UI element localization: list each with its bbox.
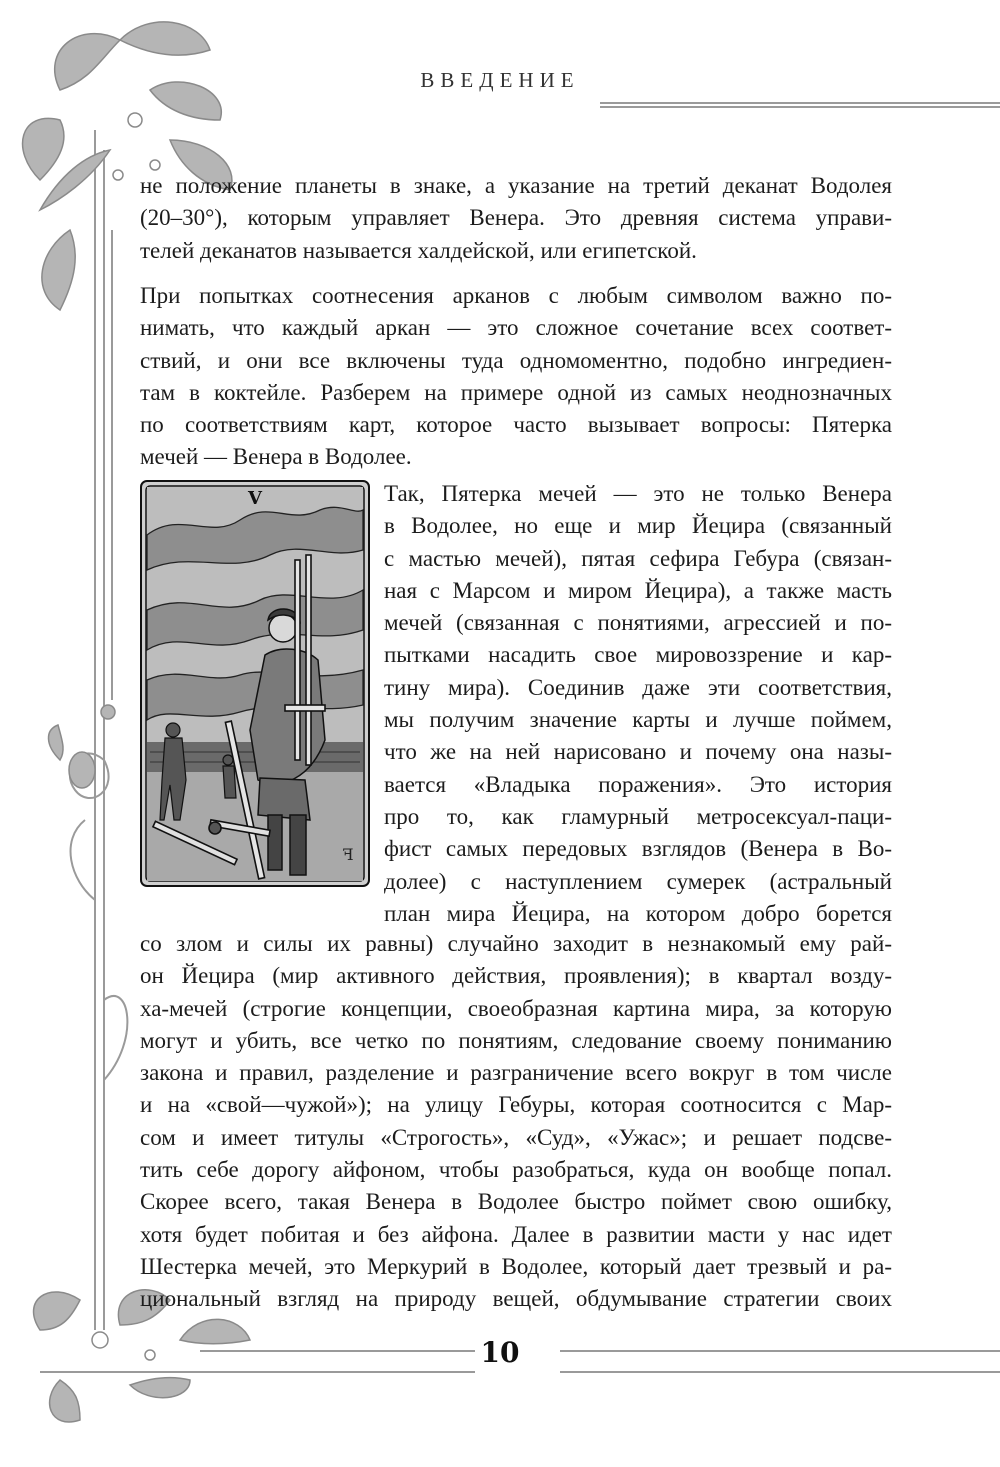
text-line: хотя будет побитая и без айфона. Далее в развитии масти у нас идет: [140, 1221, 892, 1247]
text-line: ствий, и они все включены туда одномоментно, подобно ингредиен-: [140, 347, 892, 373]
text-line: что же на ней нарисовано и почему она назы-: [384, 739, 892, 765]
text-line: телей деканатов называется халдейской, или египетской.: [140, 237, 697, 263]
text-line: Скорее всего, такая Венера в Водолее быстро поймет свою ошибку,: [140, 1189, 892, 1215]
text-line: циональный взгляд на природу вещей, обдумывание стратегии своих: [140, 1286, 892, 1312]
text-line: мы получим значение карты и лучше поймем,: [384, 707, 892, 733]
text-line: нимать, что каждый аркан — это сложное сочетание всех соответ-: [140, 315, 892, 341]
page-number: 10: [480, 1336, 520, 1369]
text-line: с мастью мечей), пятая сефира Гебура (связан-: [384, 545, 892, 571]
text-line: ная с Марсом и миром Йецира), а также масть: [384, 577, 892, 603]
paragraph-3-full-width-part: [140, 928, 892, 1316]
paragraph-3-wrapped-part: [384, 478, 892, 930]
text-line: сом и имеет титулы «Строгость», «Суд», «Ужас»; и решает подсве-: [140, 1124, 892, 1150]
running-header: ВВЕДЕНИЕ: [420, 68, 580, 92]
text-line: Так, Пятерка мечей — это не только Венера: [384, 481, 892, 506]
text-line: в Водолее, но еще и мир Йецира (связанный: [384, 513, 892, 539]
text-line: про то, как гламурный метросексуал-паци-: [384, 803, 892, 829]
paragraph-2: [140, 280, 892, 488]
text-line: он Йецира (мир активного действия, проявления); в квартал возду-: [140, 963, 892, 989]
text-line: фист самых передовых взглядов (Венера в Во-: [384, 836, 892, 862]
text-line: При попытках соотнесения арканов с любым символом важно по-: [140, 283, 892, 308]
paragraph-1: [140, 170, 892, 281]
text-line: не положение планеты в знаке, а указание на третий деканат Водолея: [140, 173, 892, 198]
text-line: могут и убить, все четко по понятиям, следование своему пониманию: [140, 1027, 892, 1053]
text-line: (20–30°), которым управляет Венера. Это древняя система управи-: [140, 205, 892, 231]
card-signature: ꟻ: [342, 845, 354, 864]
text-line: там в коктейле. Разберем на примере одной из самых неоднозначных: [140, 379, 892, 405]
text-line: вается «Владыка поражения». Это история: [384, 771, 892, 797]
text-line: план мира Йецира, на котором добро борется: [384, 900, 892, 926]
text-line: по соответствиям карт, которое часто вызывает вопросы: Пятерка: [140, 412, 892, 438]
text-line: и на «свой—чужой»); на улицу Гебуры, которая соотносится с Мар-: [140, 1092, 892, 1118]
text-line: ха-мечей (строгие концепции, своеобразная картина мира, за которую: [140, 995, 892, 1021]
text-line: мечей (связанная с понятиями, агрессией и по-: [384, 610, 892, 636]
text-line: тину мира). Соединив даже эти соответствия,: [384, 674, 892, 700]
text-line: со злом и силы их равны) случайно заходит в незнакомый ему рай-: [140, 931, 892, 956]
text-line: пытками насадить свое мировоззрение и кар-: [384, 642, 892, 668]
text-line: тить себе дорогу айфоном, чтобы разобраться, куда он вообще попал.: [140, 1157, 892, 1183]
tarot-card-five-of-swords: [140, 480, 370, 887]
card-numeral: V: [248, 488, 262, 509]
text-line: мечей — Венера в Водолее.: [140, 444, 412, 470]
text-line: долее) с наступлением сумерек (астральный: [384, 868, 892, 894]
text-line: Шестерка мечей, это Меркурий в Водолее, который дает трезвый и ра-: [140, 1253, 892, 1279]
text-line: закона и правил, разделение и разграничение всего вокруг в том числе: [140, 1060, 892, 1086]
